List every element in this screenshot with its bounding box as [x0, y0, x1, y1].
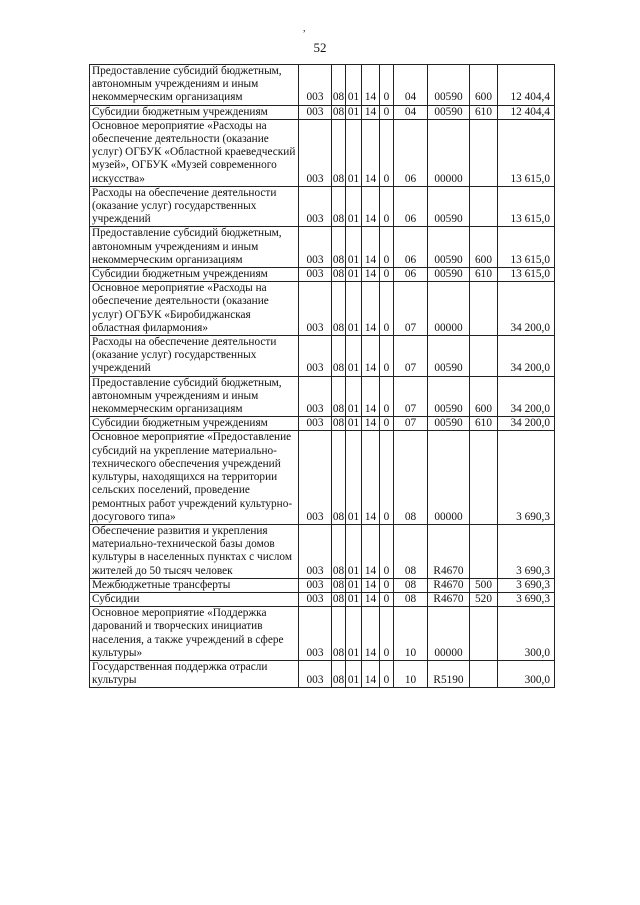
- cell-p2: 0: [380, 660, 394, 687]
- table-row: [90, 578, 555, 592]
- cell-p3: 07: [394, 417, 428, 431]
- cell-vr: 610: [470, 268, 498, 282]
- cell-p4: 00590: [428, 268, 470, 282]
- cell-admin: 003: [299, 431, 332, 524]
- cell-p2: 0: [380, 268, 394, 282]
- cell-sec: 08: [332, 268, 345, 281]
- cell-p1: 14: [362, 524, 380, 578]
- cell-sum: 3 690,3: [498, 578, 555, 592]
- cell-sub: 01: [346, 119, 362, 186]
- cell-name: Основное мероприятие «Расходы на обеспечение деятельности (оказание услуг) ОГБУК «Областной краеведческий музей», ОГБУК «Музей современного искусства»: [90, 119, 299, 186]
- cell-p2: 0: [380, 227, 394, 268]
- cell-name: Субсидии: [90, 592, 299, 606]
- cell-p4: R4670: [428, 524, 470, 578]
- cell-admin: 003: [299, 119, 332, 186]
- table-row: [90, 592, 555, 606]
- table-row: [90, 282, 555, 336]
- cell-sum: 13 615,0: [498, 119, 555, 186]
- cell-admin: 003: [299, 592, 332, 606]
- budget-table: [89, 64, 555, 688]
- cell-p4: 00590: [428, 336, 470, 377]
- table-row: [90, 607, 555, 661]
- cell-p2: 0: [380, 578, 394, 592]
- cell-p1: 14: [362, 417, 380, 431]
- cell-sub: 01: [346, 186, 362, 227]
- cell-vr: [470, 431, 498, 524]
- cell-p4: R4670: [428, 578, 470, 592]
- cell-name: Субсидии бюджетным учреждениям: [90, 105, 299, 119]
- cell-p4: 00000: [428, 282, 470, 336]
- cell-sec: 08: [332, 660, 346, 687]
- cell-name: Предоставление субсидий бюджетным, автономным учреждениям и иным некоммерческим организациям: [90, 227, 299, 268]
- cell-sum: 3 690,3: [498, 431, 555, 524]
- cell-p2: 0: [380, 186, 394, 227]
- cell-name: Основное мероприятие «Предоставление субсидий на укрепление материально-технического обеспечения учреждений культуры, находящихся на территории сельских поселений, проведение ремонтных работ учреждений культурно-досугового типа»: [90, 431, 299, 524]
- table-row: [90, 105, 555, 119]
- cell-sec: 08: [332, 186, 346, 227]
- cell-admin: 003: [299, 578, 332, 592]
- cell-admin: 003: [299, 336, 332, 377]
- cell-name: Межбюджетные трансферты: [90, 578, 299, 592]
- cell-sec: 08: [332, 336, 346, 377]
- cell-name: Предоставление субсидий бюджетным, автономным учреждениям и иным некоммерческим организациям: [90, 65, 299, 106]
- cell-sub: 01: [346, 417, 362, 431]
- cell-vr: 500: [470, 578, 498, 592]
- cell-p2: 0: [380, 336, 394, 377]
- page-number: 52: [313, 40, 327, 55]
- cell-p3: 06: [394, 119, 428, 186]
- cell-sum: 34 200,0: [498, 417, 555, 431]
- cell-sub: 01: [346, 282, 362, 336]
- cell-p2: 0: [380, 524, 394, 578]
- cell-admin: 003: [299, 524, 332, 578]
- cell-vr: [470, 186, 498, 227]
- cell-sec: 08: [332, 417, 345, 430]
- cell-admin: 003: [299, 607, 332, 661]
- cell-p3: 06: [394, 186, 428, 227]
- cell-p3: 07: [394, 282, 428, 336]
- cell-vr: [470, 524, 498, 578]
- cell-p4: 00590: [428, 105, 470, 119]
- cell-name: Предоставление субсидий бюджетным, автономным учреждениям и иным некоммерческим организациям: [90, 376, 299, 417]
- table-row: [90, 65, 555, 106]
- cell-sec: 08: [332, 119, 346, 186]
- top-mark: ,: [303, 23, 306, 34]
- cell-p3: 08: [394, 524, 428, 578]
- cell-p4: R5190: [428, 660, 470, 687]
- cell-sec: 08: [332, 65, 346, 106]
- cell-p2: 0: [380, 282, 394, 336]
- cell-sub: 01: [346, 105, 362, 119]
- cell-p1: 14: [362, 119, 380, 186]
- table-row: [90, 431, 555, 524]
- cell-name: Основное мероприятие «Поддержка дарований и творческих инициатив населения, а также учреждений в сфере культуры»: [90, 607, 299, 661]
- table-row: [90, 227, 555, 268]
- cell-sec: 08: [332, 592, 345, 605]
- cell-vr: [470, 119, 498, 186]
- cell-p3: 04: [394, 65, 428, 106]
- cell-admin: 003: [299, 105, 332, 119]
- cell-sum: 13 615,0: [498, 227, 555, 268]
- cell-p4: 00000: [428, 431, 470, 524]
- cell-vr: [470, 607, 498, 661]
- cell-admin: 003: [299, 186, 332, 227]
- cell-sub: 01: [346, 65, 362, 106]
- cell-sub: 01: [346, 578, 362, 592]
- cell-p1: 14: [362, 607, 380, 661]
- table-row: [90, 268, 555, 282]
- cell-sub: 01: [346, 660, 362, 687]
- cell-sum: 34 200,0: [498, 336, 555, 377]
- cell-sub: 01: [346, 268, 362, 282]
- cell-p2: 0: [380, 592, 394, 606]
- cell-p3: 10: [394, 607, 428, 661]
- cell-vr: [470, 336, 498, 377]
- cell-sec: 08: [332, 376, 346, 417]
- cell-p1: 14: [362, 431, 380, 524]
- cell-vr: 610: [470, 417, 498, 431]
- table-body: [90, 65, 555, 688]
- cell-name: Субсидии бюджетным учреждениям: [90, 417, 299, 431]
- cell-sum: 3 690,3: [498, 592, 555, 606]
- table-row: [90, 417, 555, 431]
- cell-vr: 600: [470, 376, 498, 417]
- cell-vr: 600: [470, 65, 498, 106]
- cell-sum: 34 200,0: [498, 282, 555, 336]
- cell-p2: 0: [380, 431, 394, 524]
- cell-p1: 14: [362, 186, 380, 227]
- cell-p1: 14: [362, 376, 380, 417]
- cell-p1: 14: [362, 592, 380, 606]
- cell-admin: 003: [299, 282, 332, 336]
- table-row: [90, 119, 555, 186]
- table-row: [90, 376, 555, 417]
- cell-p1: 14: [362, 105, 380, 119]
- cell-admin: 003: [299, 65, 332, 106]
- cell-sec: 08: [332, 524, 346, 578]
- cell-sec: 08: [332, 227, 346, 268]
- cell-sec: 08: [332, 105, 345, 118]
- cell-admin: 003: [299, 376, 332, 417]
- cell-p4: R4670: [428, 592, 470, 606]
- cell-p3: 10: [394, 660, 428, 687]
- cell-admin: 003: [299, 227, 332, 268]
- cell-sum: 3 690,3: [498, 524, 555, 578]
- cell-name: Обеспечение развития и укрепления материально-технической базы домов культуры в населенных пунктах с числом жителей до 50 тысяч человек: [90, 524, 299, 578]
- cell-p2: 0: [380, 119, 394, 186]
- cell-sub: 01: [346, 376, 362, 417]
- cell-p4: 00590: [428, 227, 470, 268]
- cell-sub: 01: [346, 524, 362, 578]
- cell-p1: 14: [362, 660, 380, 687]
- cell-sec: 08: [332, 282, 346, 336]
- cell-p3: 07: [394, 376, 428, 417]
- cell-p3: 07: [394, 336, 428, 377]
- cell-sub: 01: [346, 592, 362, 606]
- cell-p2: 0: [380, 607, 394, 661]
- cell-p4: 00590: [428, 186, 470, 227]
- cell-sub: 01: [346, 336, 362, 377]
- cell-p1: 14: [362, 227, 380, 268]
- cell-sum: 12 404,4: [498, 65, 555, 106]
- cell-admin: 003: [299, 660, 332, 687]
- cell-name: Государственная поддержка отрасли культуры: [90, 660, 299, 687]
- cell-p1: 14: [362, 268, 380, 282]
- cell-sum: 12 404,4: [498, 105, 555, 119]
- cell-p1: 14: [362, 336, 380, 377]
- cell-sec: 08: [332, 431, 346, 524]
- cell-sum: 300,0: [498, 660, 555, 687]
- cell-sub: 01: [346, 227, 362, 268]
- cell-name: Субсидии бюджетным учреждениям: [90, 268, 299, 282]
- cell-p4: 00590: [428, 376, 470, 417]
- cell-p3: 08: [394, 592, 428, 606]
- cell-vr: 600: [470, 227, 498, 268]
- cell-p2: 0: [380, 376, 394, 417]
- cell-p3: 04: [394, 105, 428, 119]
- cell-p4: 00590: [428, 417, 470, 431]
- cell-admin: 003: [299, 268, 332, 282]
- cell-sec: 08: [332, 578, 345, 591]
- cell-vr: 610: [470, 105, 498, 119]
- cell-vr: 520: [470, 592, 498, 606]
- cell-vr: [470, 660, 498, 687]
- cell-sum: 34 200,0: [498, 376, 555, 417]
- cell-p4: 00000: [428, 119, 470, 186]
- cell-p3: 08: [394, 578, 428, 592]
- cell-vr: [470, 282, 498, 336]
- table-row: [90, 524, 555, 578]
- cell-p4: 00590: [428, 65, 470, 106]
- cell-sum: 13 615,0: [498, 186, 555, 227]
- cell-p3: 06: [394, 227, 428, 268]
- table-row: [90, 186, 555, 227]
- cell-name: Расходы на обеспечение деятельности (оказание услуг) государственных учреждений: [90, 336, 299, 377]
- cell-p3: 08: [394, 431, 428, 524]
- cell-sec: 08: [332, 607, 346, 661]
- cell-p2: 0: [380, 105, 394, 119]
- cell-sub: 01: [346, 431, 362, 524]
- cell-p1: 14: [362, 65, 380, 106]
- cell-name: Основное мероприятие «Расходы на обеспечение деятельности (оказание услуг) ОГБУК «Биробиджанская областная филармония»: [90, 282, 299, 336]
- cell-admin: 003: [299, 417, 332, 431]
- cell-p1: 14: [362, 578, 380, 592]
- cell-sub: 01: [346, 607, 362, 661]
- cell-sum: 300,0: [498, 607, 555, 661]
- cell-sum: 13 615,0: [498, 268, 555, 282]
- cell-name: Расходы на обеспечение деятельности (оказание услуг) государственных учреждений: [90, 186, 299, 227]
- cell-p1: 14: [362, 282, 380, 336]
- table-row: [90, 660, 555, 687]
- cell-p2: 0: [380, 417, 394, 431]
- cell-p4: 00000: [428, 607, 470, 661]
- cell-p2: 0: [380, 65, 394, 106]
- cell-p3: 06: [394, 268, 428, 282]
- table-row: [90, 336, 555, 377]
